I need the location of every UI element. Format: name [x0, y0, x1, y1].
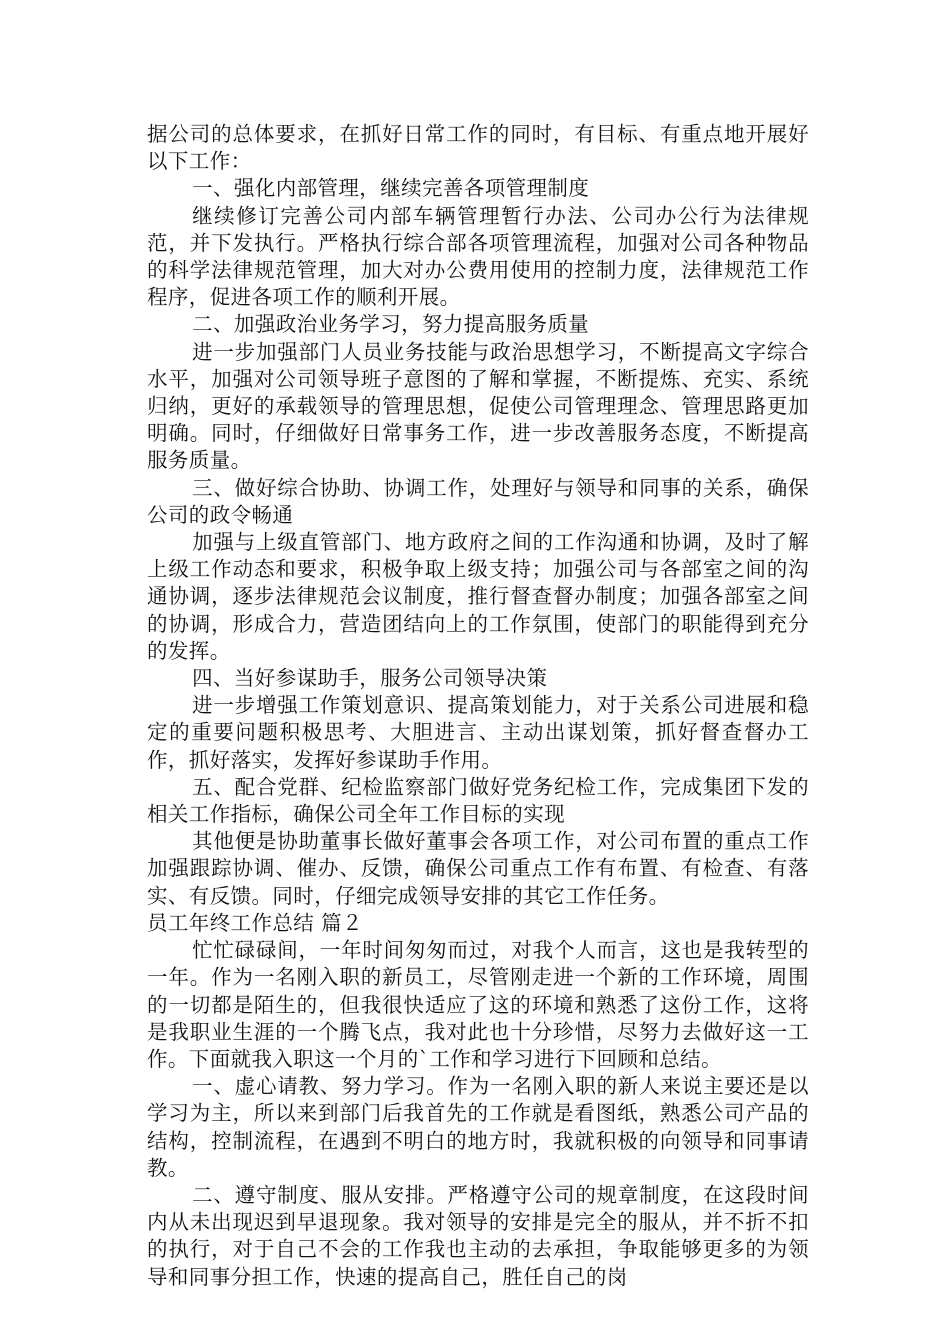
paragraph-section-5: 其他便是协助董事长做好董事会各项工作，对公司布置的重点工作加强跟踪协调、催办、反馈，确保公司重点工作有布置、有检查、有落实、有反馈。同时，仔细完成领导安排的其它工作任务。	[147, 829, 809, 908]
article-title-part-2: 员工年终工作总结 篇２	[147, 910, 363, 935]
paragraph-section-4: 进一步增强工作策划意识、提高策划能力，对于关系公司进展和稳定的重要问题积极思考、大胆进言、主动出谋划策，抓好督查督办工作，抓好落实，发挥好参谋助手作用。	[147, 693, 809, 772]
heading-section-5: 五、配合党群、纪检监察部门做好党务纪检工作，完成集团下发的相关工作指标，确保公司全年工作目标的实现	[147, 774, 809, 827]
paragraph-part-2-intro: 忙忙碌碌间，一年时间匆匆而过，对我个人而言，这也是我转型的一年。作为一名刚入职的新员工，尽管刚走进一个新的工作环境，周围的一切都是陌生的，但我很快适应了这的环境和熟悉了这份工作，这将是我职业生涯的一个腾飞点，我对此也十分珍惜，尽努力去做好这一工作。下面就我入职这一个月的`工作和学习进行下回顾和总结。	[147, 938, 809, 1071]
heading-section-1: 一、强化内部管理，继续完善各项管理制度	[192, 176, 590, 201]
paragraph-part-2-item-2: 二、遵守制度、服从安排。严格遵守公司的规章制度，在这段时间内从未出现迟到早退现象。我对领导的安排是完全的服从，并不折不扣的执行，对于自己不会的工作我也主动的去承担，争取能够更多的为领导和同事分担工作，快速的提高自己，胜任自己的岗	[147, 1182, 809, 1289]
paragraph-section-2: 进一步加强部门人员业务技能与政治思想学习，不断提高文字综合水平，加强对公司领导班子意图的了解和掌握，不断提炼、充实、系统归纳，更好的承载领导的管理思想，促使公司管理理念、管理思路更加明确。同时，仔细做好日常事务工作，进一步改善服务态度，不断提高服务质量。	[147, 339, 809, 473]
document-body	[147, 121, 809, 1291]
paragraph-section-3: 加强与上级直管部门、地方政府之间的工作沟通和协调，及时了解上级工作动态和要求，积极争取上级支持；加强公司与各部室之间的沟通协调，逐步法律规范会议制度，推行督查督办制度；加强各部室之间的协调，形成合力，营造团结向上的工作氛围，使部门的职能得到充分的发挥。	[147, 530, 809, 663]
heading-section-3: 三、做好综合协助、协调工作，处理好与领导和同事的关系，确保公司的政令畅通	[147, 475, 809, 527]
heading-section-4: 四、当好参谋助手，服务公司领导决策	[192, 666, 548, 691]
paragraph-section-1: 继续修订完善公司内部车辆管理暂行办法、公司办公行为法律规范，并下发执行。严格执行综合部各项管理流程，加强对公司各种物品的科学法律规范管理，加大对办公费用使用的控制力度，法律规范工作程序，促进各项工作的顺利开展。	[147, 203, 809, 310]
heading-section-2: 二、加强政治业务学习，努力提高服务质量	[192, 312, 590, 337]
paragraph-intro: 据公司的总体要求，在抓好日常工作的同时，有目标、有重点地开展好以下工作：	[147, 122, 809, 174]
paragraph-part-2-item-1: 一、虚心请教、努力学习。作为一名刚入职的新人来说主要还是以学习为主，所以来到部门后我首先的工作就是看图纸，熟悉公司产品的结构，控制流程，在遇到不明白的地方时，我就积极的向领导和同事请教。	[147, 1074, 809, 1180]
